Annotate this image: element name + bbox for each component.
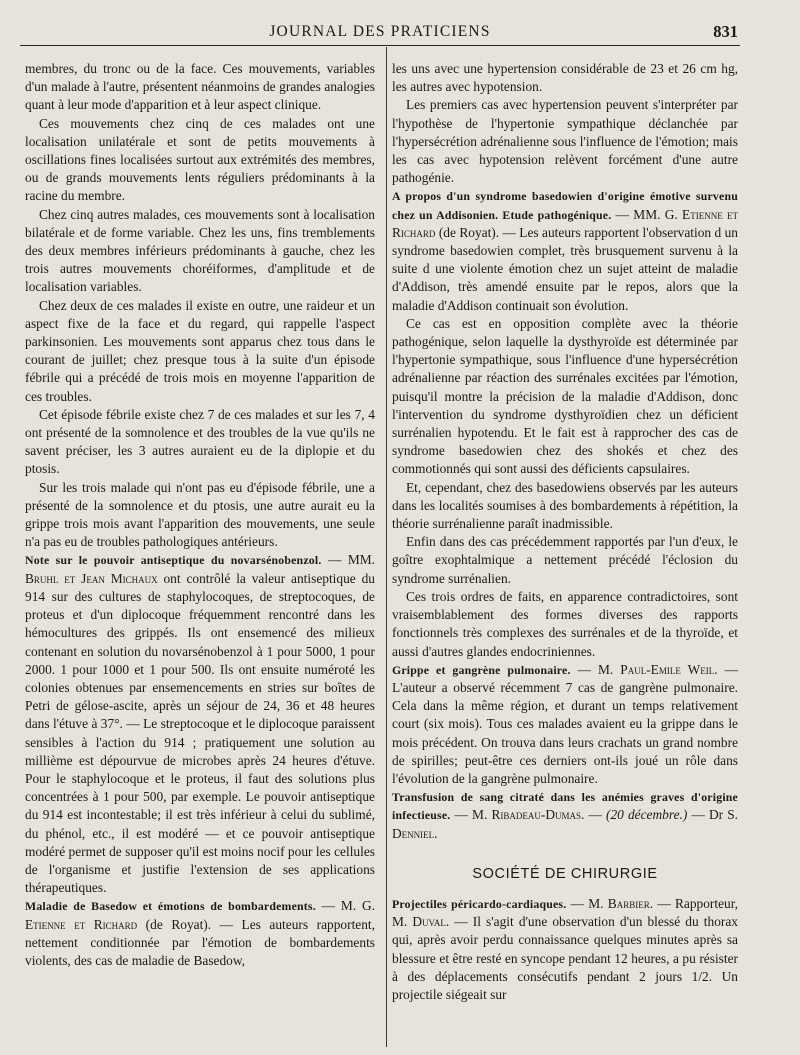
dash: — MM. <box>321 552 375 568</box>
paragraph: Ce cas est en opposition complète avec la théorie pathogénique, selon laquelle la dysthyroïde est déterminée par l'hypertonie sympathique, sous l'influence d'une hypersécrétion adrénalienne par réaction des surrénales excitées par l'émotion, puisqu'il montre la précision de la maladie d'Addison, donc l'intervention du syndrome dysthyroïdien chez un déficient surrénalien hypotendu. Et le fait est à rapprocher des cas de syndrome basedowien chez des shokés et chez des commotionnés qui sont aussi des déficients capsulaires. <box>392 315 738 477</box>
paragraph: Cet épisode fébrile existe chez 7 de ces malades et sur les 7, 4 ont présenté de la somnolence et des troubles de la vue qu'ils ne savent préciser, les 3 autres auraient eu de la diplopie et du ptosis. <box>25 406 375 477</box>
paragraph: Les premiers cas avec hypertension peuvent s'interpréter par l'hypothèse de l'hypertonie sympathique déclanchée par l'hypersécrétion adrénalienne sous l'influence de l'émotion; mais les cas avec hypotension relèvent forcément d'une autre pathogénie. <box>392 97 738 186</box>
dash: — M. <box>450 807 492 823</box>
paragraph: Enfin dans des cas précédemment rapportés par l'un d'eux, le goître exophtalmique a nettement précédé l'éclosion du syndrome surrénalien. <box>392 534 738 586</box>
article-text: (de Royat). — Les auteurs rapportent, nettement conditionnée par l'émotion de bombardements violents, des cas de maladie de Basedow, <box>25 916 375 968</box>
paragraph: Chez deux de ces malades il existe en outre, une raideur et un aspect fixe de la face et du regard, qui rappelle l'aspect parkinsonien. Les mouvements sont apparus chez tous dans le courant de juillet; chez presque tous à la suite d'un épisode fébrile qui a précédé de trois mois en moyenne l'apparition de ces troubles. <box>25 297 375 404</box>
section-heading: Maladie de Basedow et émotions de bombardements. <box>25 899 316 914</box>
page-header <box>22 21 738 45</box>
right-column <box>392 60 738 1004</box>
section-heading: Note sur le pouvoir antiseptique du novarsénobenzol. <box>25 553 322 568</box>
section-heading: A propos d'un syndrome basedowien d'origine émotive survenu chez un Addisonien. Etude pathogénique. <box>392 189 738 222</box>
authors: Bruhl et Jean Michaux <box>25 570 158 586</box>
section-heading: Transfusion de sang citraté dans les anémies graves d'origine infectieuse. <box>392 790 738 823</box>
authors: Etienne et Richard <box>392 206 738 240</box>
article-text: ont contrôlé la valeur antiseptique du 914 sur des cultures de staphylocoques, de streptocoques, de proteus et d'un diplocoque fréquemment rencontré dans les hémocultures des grippés. Ils ont ensemencé des milieux contenant en solution du novarsénobenzol à 1 pour 5000, 1 pour 2000. 1 pour 1000 et 1 pour 500. Ils ont ensuite numéroté les colonies obtenues par ensemencements en stries sur boîtes de Petri de gélose-ascite, après un séjour de 24, 36 et 48 heures dans l'étuve à 37°. — Le streptocoque et le diplocoque paraissent sensibles à l'action du 914 ; pratiquement une solution au millième est dépourvue de microbes après 24 heures d'étuve. Pour le staphylocoque et le proteus, il faut des solutions plus concentrées à 1 pour 500, par exemple. Le pouvoir antiseptique du 914 est incontestable; il est très inférieur à celui du sublimé, du phénol, etc., il est modéré — et ce pouvoir antiseptique modéré permet de supposer qu'il est moins nocif pour les cellules de l'organisme et justifie l'extension de ses applications thérapeutiques. <box>25 570 375 896</box>
article-addisonian-basedow <box>392 187 738 314</box>
paragraph: Sur les trois malade qui n'ont pas eu d'épisode fébrile, une a présenté de la somnolence et du ptosis, une autre aurait eu la grippe trois mois avant l'apparition des mouvements, une seule n'a pas eu de troubles pathologiques antérieurs. <box>25 479 375 550</box>
article-grippe-gangrene <box>392 661 738 788</box>
society-heading: SOCIÉTÉ DE CHIRURGIE <box>472 865 658 882</box>
article-transfusion <box>392 788 738 843</box>
dash: — M. <box>570 661 621 677</box>
signature: Denniel <box>392 825 435 841</box>
section-heading: Projectiles péricardo-cardiaques. <box>392 896 567 911</box>
paragraph: membres, du tronc ou de la face. Ces mouvements, variables d'un malade à l'autre, présentent néanmoins de grandes analogies quant à leur mode d'apparition et à leur aspect clinique. <box>25 61 375 113</box>
period: . <box>434 825 438 841</box>
left-column <box>25 60 375 970</box>
authors: Ribadeau-Dumas <box>491 807 582 823</box>
article-text: . — <box>581 807 606 823</box>
paragraph: les uns avec une hypertension considérable de 23 et 26 cm hg, les autres avec hypotension. <box>392 61 738 95</box>
rapporteur: Duval <box>412 914 446 930</box>
header-rule <box>20 45 740 46</box>
article-text: . — Rapporteur, M. <box>392 895 739 930</box>
section-heading: Grippe et gangrène pulmonaire. <box>392 662 571 677</box>
dash: — MM. G. <box>611 206 683 222</box>
column-divider <box>386 47 387 1047</box>
authors: Paul-Emile Weil <box>620 661 715 677</box>
paragraph: Ces trois ordres de faits, en apparence contradictoires, sont vraisemblablement des formes diverses des rapports fonctionnels très complexes des surrénales et de la thyroïde, et aussi d'autres glandes endocriniennes. <box>392 588 738 659</box>
paragraph: Chez cinq autres malades, ces mouvements sont à localisation bilatérale et de forme variable. Chez les uns, fins tremblements des deux membres inférieurs prédominants à gauche, chez les trois autres mouvements choréiformes, d'amplitude et de localisation variables. <box>25 206 375 295</box>
paragraph: Ces mouvements chez cinq de ces malades ont une localisation unilatérale et sont de petits mouvements à oscillations fines localisées surtout aux extrémités des membres, ou de grands mouvements lents réguliers prédominants à la racine du membre. <box>25 115 375 204</box>
article-text: . — L'auteur a observé récemment 7 cas de gangrène pulmonaire. Cela dans la même région, et durant un temps relativement court (six mois). Tous ces malades avaient eu la grippe dans le mois précédent. On trouva dans leurs crachats un grand nombre de spirilles; peut-être ces derniers ont-ils joué un rôle dans l'évolution de la gangrène pulmonaire. <box>392 661 738 786</box>
authors: Barbier <box>607 895 650 911</box>
session-date: (20 décembre.) <box>606 807 688 823</box>
dash: — M. G. <box>315 898 375 914</box>
authors: Etienne et Richard <box>25 916 138 932</box>
article-text: (de Royat). — Les auteurs rapportent l'observation d un syndrome basedowien complet, très brusquement survenu à la suite d une violente émotion chez un sujet atteint de maladie d'Addison, très amendé ensuite par le repos, alors que la maladie d'Addison continuait son évolution. <box>392 224 738 313</box>
journal-title: JOURNAL DES PRATICIENS <box>269 23 491 40</box>
dash: — Dr S. <box>687 807 738 823</box>
article-antiseptic-914 <box>25 551 375 897</box>
dash: — M. <box>566 895 608 911</box>
paragraph: Et, cependant, chez des basedowiens observés par les auteurs dans les localités soumises à des bombardements à répétition, la théorie surrénalienne paraît inadmissible. <box>392 479 738 532</box>
article-basedow-bombardments <box>25 897 375 970</box>
page-number: 831 <box>713 22 738 41</box>
article-text: . — Il s'agit d'une observation d'un blessé du thorax qui, après avoir perdu connaissance quelques minutes après sa blessure et être resté en syncope pendant 12 heures, a pu résister à des déplacements consécutifs pendant 2 jours 1/2. Un projectile siégeait sur <box>392 914 738 1002</box>
article-projectiles <box>392 895 738 1004</box>
